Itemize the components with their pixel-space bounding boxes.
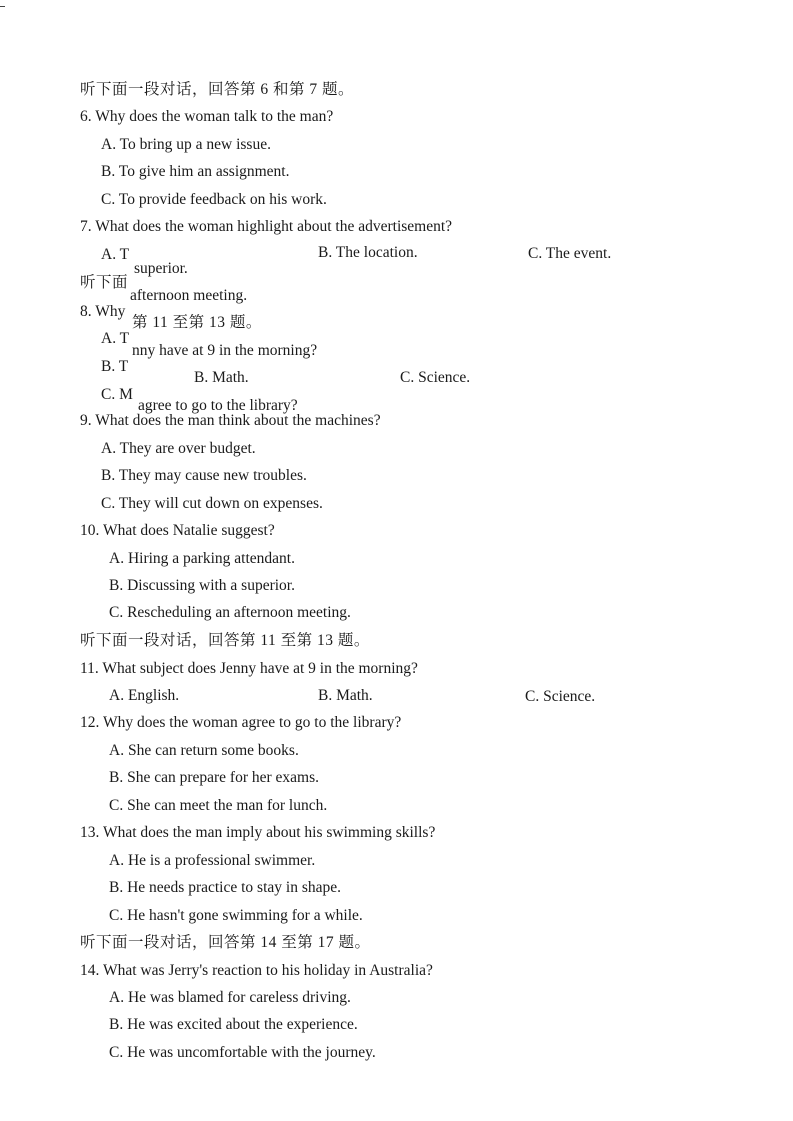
overlap-fragment: afternoon meeting.	[130, 287, 248, 304]
section-intro: 听下面一段对话，回答第 11 至第 13 题。	[80, 632, 370, 649]
question-10-option-a: A. Hiring a parking attendant.	[109, 550, 295, 567]
overlap-fragment: 第 11 至第 13 题。	[132, 314, 262, 331]
question-7-option-b: B. The location.	[318, 244, 418, 261]
question-6-option-b: B. To give him an assignment.	[101, 163, 290, 180]
question-14-option-b: B. He was excited about the experience.	[109, 1016, 358, 1033]
question-11-stem: 11. What subject does Jenny have at 9 in the morning?	[80, 660, 418, 677]
overlap-fragment: nny have at 9 in the morning?	[132, 342, 318, 359]
question-11-option-b: B. Math.	[318, 687, 373, 704]
question-12-option-b: B. She can prepare for her exams.	[109, 769, 320, 786]
question-9-stem: 9. What does the man think about the machines?	[80, 412, 381, 429]
overlap-fragment: C. Science.	[400, 369, 471, 386]
question-10-option-b: B. Discussing with a superior.	[109, 577, 295, 594]
overlap-fragment: superior.	[134, 260, 188, 277]
question-6-option-a: A. To bring up a new issue.	[101, 136, 271, 153]
question-10-stem: 10. What does Natalie suggest?	[80, 522, 275, 539]
question-11-option-a: A. English.	[109, 687, 180, 704]
question-9-option-b: B. They may cause new troubles.	[101, 467, 307, 484]
question-9-option-c: C. They will cut down on expenses.	[101, 495, 323, 512]
overlap-fragment-intro: 听下面	[80, 274, 129, 291]
question-13-stem: 13. What does the man imply about his swimming skills?	[80, 824, 436, 841]
question-14-option-a: A. He was blamed for careless driving.	[109, 989, 351, 1006]
question-9-option-a: A. They are over budget.	[101, 440, 256, 457]
question-7-option-c: C. The event.	[528, 245, 612, 262]
question-8-stem: 8. Why	[80, 303, 126, 320]
overlap-fragment: agree to go to the library?	[138, 397, 298, 414]
question-13-option-a: A. He is a professional swimmer.	[109, 852, 316, 869]
scan-mark	[0, 6, 5, 7]
question-7-stem: 7. What does the woman highlight about the advertisement?	[80, 218, 453, 235]
section-intro: 听下面一段对话，回答第 14 至第 17 题。	[80, 934, 371, 951]
question-13-option-c: C. He hasn't gone swimming for a while.	[109, 907, 363, 924]
question-12-option-c: C. She can meet the man for lunch.	[109, 797, 328, 814]
question-14-option-c: C. He was uncomfortable with the journey.	[109, 1044, 376, 1061]
question-12-stem: 12. Why does the woman agree to go to the library?	[80, 714, 402, 731]
question-8-option-a: A. T	[101, 330, 130, 347]
question-6-option-c: C. To provide feedback on his work.	[101, 191, 327, 208]
question-10-option-c: C. Rescheduling an afternoon meeting.	[109, 604, 351, 621]
overlap-fragment: B. Math.	[194, 369, 249, 386]
question-8-option-b: B. T	[101, 358, 129, 375]
section-intro: 听下面一段对话，回答第 6 和第 7 题。	[80, 81, 355, 98]
question-14-stem: 14. What was Jerry's reaction to his holiday in Australia?	[80, 962, 433, 979]
question-13-option-b: B. He needs practice to stay in shape.	[109, 879, 341, 896]
question-6-stem: 6. Why does the woman talk to the man?	[80, 108, 334, 125]
question-8-option-c: C. M	[101, 386, 133, 403]
question-11-option-c: C. Science.	[525, 688, 596, 705]
question-12-option-a: A. She can return some books.	[109, 742, 299, 759]
question-7-option-a: A. T	[101, 246, 130, 263]
